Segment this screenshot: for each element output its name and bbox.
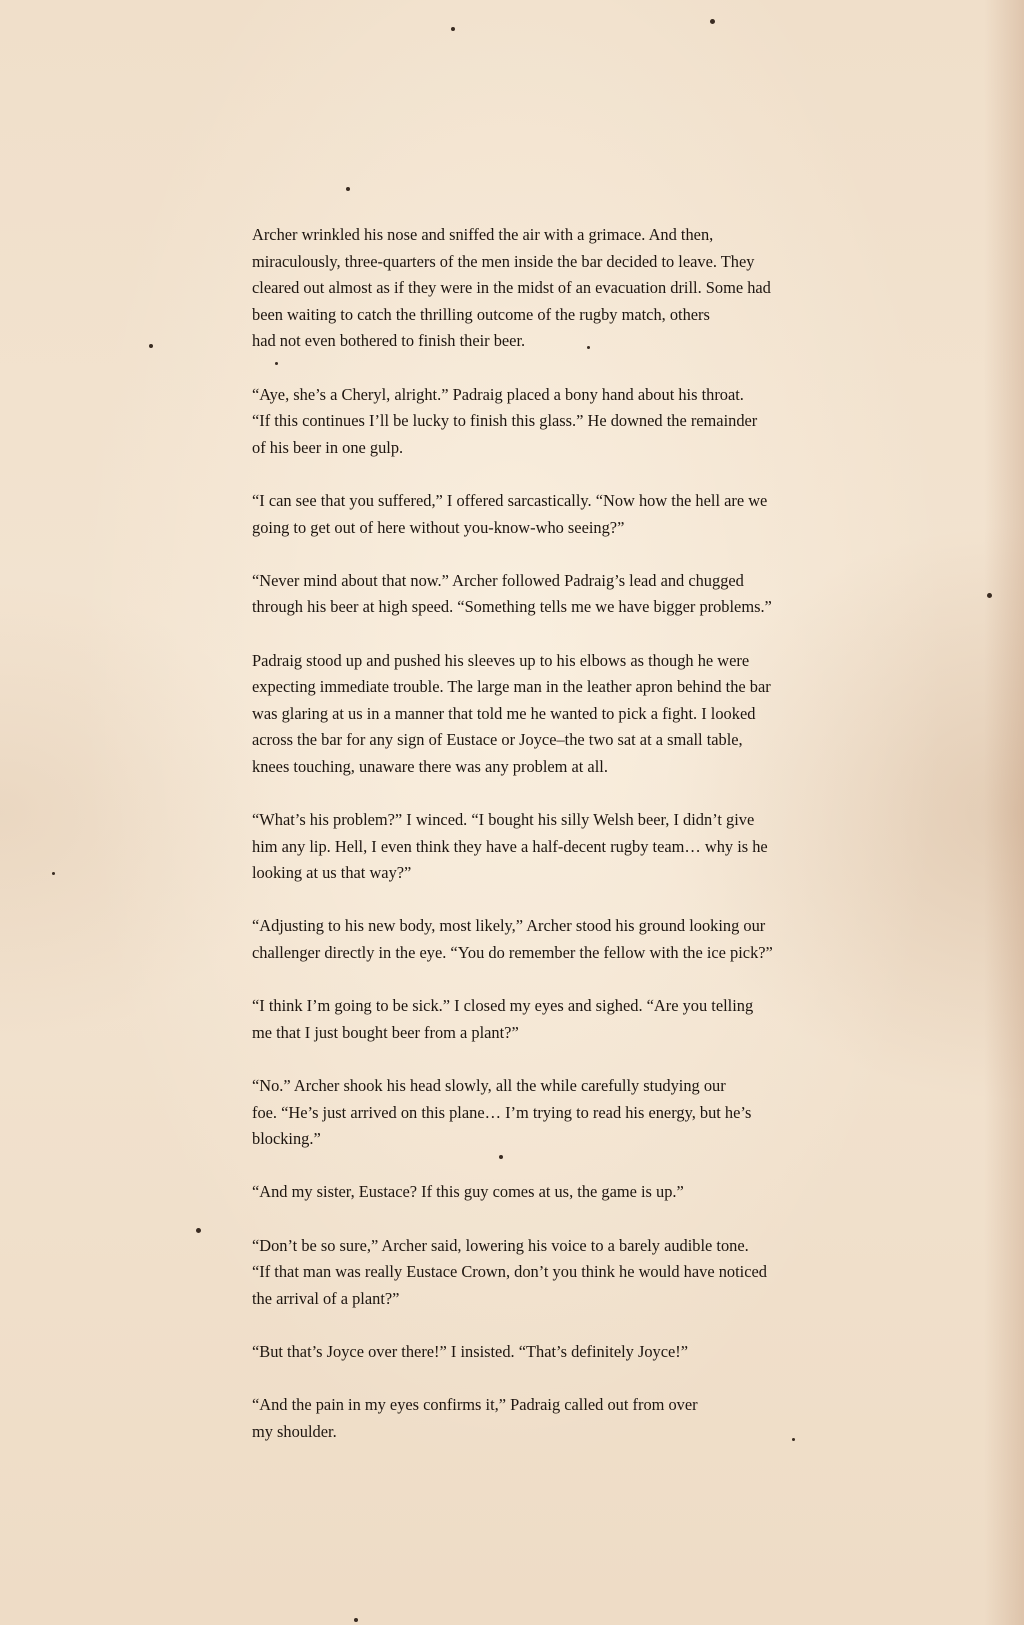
paper-speck xyxy=(346,187,350,191)
paper-speck xyxy=(354,1618,358,1622)
text-line: “Don’t be so sure,” Archer said, lowering his voice to a barely audible tone. xyxy=(252,1235,749,1255)
page-edge-shadow xyxy=(984,0,1024,1625)
paragraph xyxy=(252,222,832,355)
text-line: was glaring at us in a manner that told me he wanted to pick a fight. I looked xyxy=(252,703,756,723)
text-line: “What’s his problem?” I winced. “I bought his silly Welsh beer, I didn’t give xyxy=(252,810,755,830)
text-line: across the bar for any sign of Eustace or Joyce–the two sat at a small table, xyxy=(252,730,743,750)
text-line: “I can see that you suffered,” I offered sarcastically. “Now how the hell are we xyxy=(252,490,768,510)
paper-speck xyxy=(987,593,992,598)
text-line: “Aye, she’s a Cheryl, alright.” Padraig placed a bony hand about his throat. xyxy=(252,384,744,404)
paragraph xyxy=(252,488,832,541)
paragraph xyxy=(252,568,832,621)
text-line: foe. “He’s just arrived on this plane… I’m trying to read his energy, but he’s xyxy=(252,1102,752,1122)
text-line: had not even bothered to finish their beer. xyxy=(252,331,526,351)
text-line: expecting immediate trouble. The large man in the leather apron behind the bar xyxy=(252,677,771,697)
paragraph xyxy=(252,993,832,1046)
text-line: me that I just bought beer from a plant?” xyxy=(252,1022,519,1042)
text-line: blocking.” xyxy=(252,1129,321,1149)
paragraph xyxy=(252,1339,832,1366)
text-line: Archer wrinkled his nose and sniffed the air with a grimace. And then, xyxy=(252,225,714,244)
paper-speck xyxy=(710,19,715,24)
text-line: “But that’s Joyce over there!” I insisted. “That’s definitely Joyce!” xyxy=(252,1341,689,1361)
text-line: miraculously, three-quarters of the men inside the bar decided to leave. They xyxy=(252,251,755,271)
text-line: “And my sister, Eustace? If this guy comes at us, the game is up.” xyxy=(252,1182,684,1202)
paragraph xyxy=(252,807,832,887)
paper-speck xyxy=(196,1228,201,1233)
text-line: Padraig stood up and pushed his sleeves up to his elbows as though he were xyxy=(252,650,750,670)
text-line: going to get out of here without you-know-who seeing?” xyxy=(252,517,625,537)
paragraph xyxy=(252,648,832,781)
text-line: knees touching, unaware there was any problem at all. xyxy=(252,756,608,776)
text-line: through his beer at high speed. “Something tells me we have bigger problems.” xyxy=(252,597,772,617)
text-line: “If this continues I’ll be lucky to finish this glass.” He downed the remainder xyxy=(252,411,758,431)
text-line: challenger directly in the eye. “You do remember the fellow with the ice pick?” xyxy=(252,943,773,963)
text-line: him any lip. Hell, I even think they have a half-decent rugby team… why is he xyxy=(252,836,768,856)
text-line: the arrival of a plant?” xyxy=(252,1288,400,1308)
text-line: “Never mind about that now.” Archer followed Padraig’s lead and chugged xyxy=(252,570,744,590)
body-text xyxy=(252,222,832,1472)
paper-speck xyxy=(52,872,55,875)
paragraph xyxy=(252,913,832,966)
text-line: “And the pain in my eyes confirms it,” Padraig called out from over xyxy=(252,1395,698,1415)
text-line: been waiting to catch the thrilling outcome of the rugby match, others xyxy=(252,304,710,324)
paragraph xyxy=(252,1073,832,1153)
paragraph xyxy=(252,1233,832,1313)
text-line: of his beer in one gulp. xyxy=(252,437,404,457)
paragraph xyxy=(252,1392,832,1445)
paper-speck xyxy=(149,344,153,348)
text-line: “If that man was really Eustace Crown, don’t you think he would have noticed xyxy=(252,1262,767,1282)
text-line: “No.” Archer shook his head slowly, all the while carefully studying our xyxy=(252,1076,726,1095)
text-line: cleared out almost as if they were in the midst of an evacuation drill. Some had xyxy=(252,278,771,298)
paper-speck xyxy=(451,27,455,31)
text-line: “Adjusting to his new body, most likely,” Archer stood his ground looking our xyxy=(252,916,766,936)
paragraph xyxy=(252,1179,832,1206)
paragraph xyxy=(252,382,832,462)
text-line: “I think I’m going to be sick.” I closed my eyes and sighed. “Are you telling xyxy=(252,996,754,1016)
text-line: looking at us that way?” xyxy=(252,863,412,883)
text-line: my shoulder. xyxy=(252,1421,337,1441)
